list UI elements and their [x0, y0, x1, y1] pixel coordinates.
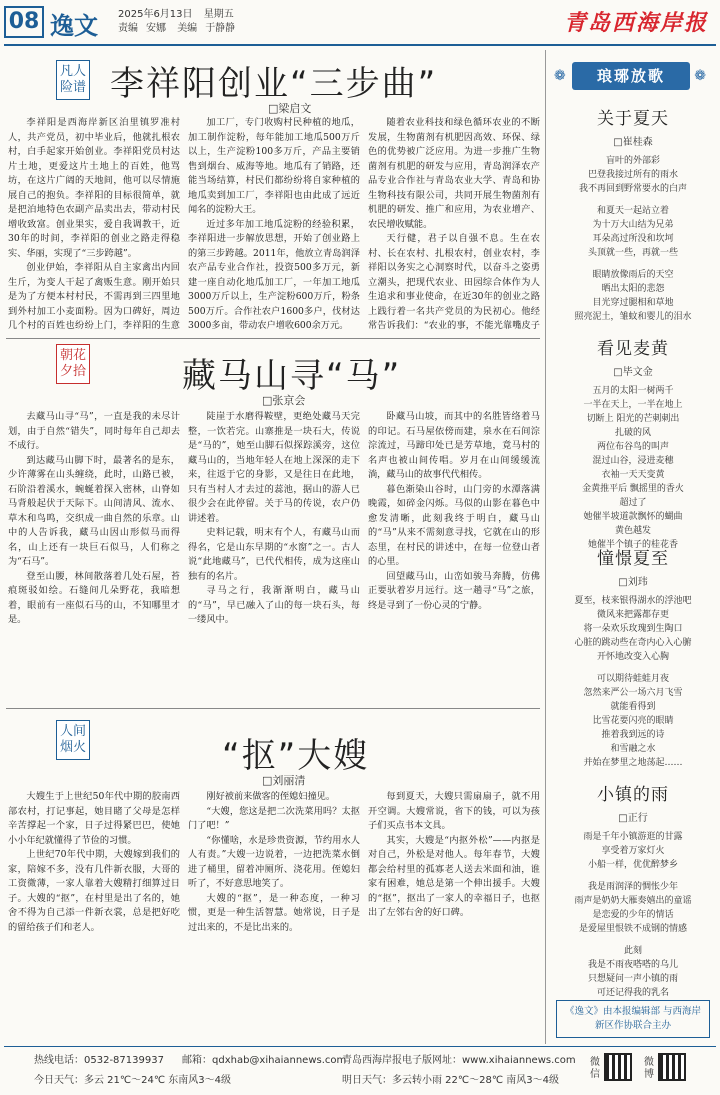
paragraph: 随着农业科技和绿色循环农业的不断发展，生物菌剂有机肥因高效、环保、绿色的优势被广泛应用。为进一步推广生物菌剂有机肥的研发与应用，青岛润泽农产品专业合作社与青岛农业大学、青岛和协生物科技有限公司，共同开展生物菌剂有机肥的研发、推广和应用，为农业增产、农民增收赋能。	[368, 117, 540, 230]
article3-column-tag	[56, 720, 90, 760]
poem-line: 推着我到远的诗	[601, 730, 665, 740]
poem-line: 和雪融之水	[610, 744, 656, 754]
page-footer	[4, 1046, 716, 1092]
paragraph: “大嫂，您这是把二次洗菜用吗？太抠门了吧！”	[188, 805, 360, 831]
paragraph: 其实，大嫂是“内抠外松”——内抠是对自己，外松是对他人。每年春节，大嫂都会给村里的孤寡老人送去米面和油，谁家有困难，她总是第一个伸出援手。大嫂的“抠”，抠出了一家人的幸福日子，也抠出了左邻右舍的好口碑。	[368, 834, 540, 918]
page-header	[0, 0, 720, 44]
newspaper-logo: 青岛西海岸报	[563, 10, 708, 36]
poem-line: 金黄推平后 飘摇里的香火	[582, 484, 684, 494]
article2-col	[8, 410, 180, 702]
article1-col	[188, 116, 360, 334]
poem-title: 看见麦黄	[597, 339, 669, 359]
paragraph: 寻马之行，我渐渐明白，藏马山的“马”，早已融入了山的每一块石头，每一缕风中。	[188, 585, 360, 625]
weather-today	[34, 1071, 231, 1086]
designer-name: 于静静	[205, 23, 236, 34]
header-meta	[118, 8, 243, 36]
article3-author: □刘丽清	[262, 774, 306, 787]
poem-line: 是恋爱的少年的情话	[592, 910, 674, 920]
column-tag-line: 险谱	[59, 80, 86, 95]
stanza-gap	[550, 196, 716, 204]
weibo-label: 微博	[644, 1057, 654, 1080]
poem-author: □毕文金	[613, 367, 653, 378]
poem-line: 此刻	[623, 946, 642, 956]
paragraph: 天行健，君子以自强不息。生在农村、长在农村、扎根农村，创业农村，李祥阳以务实之心洞察时代，以奋斗之姿勇立潮头，把现代农业、田园综合体作为人生追求和事业使命，在近30年的创业之路上践行着一名共产党员的为民初心。他经常告诉我们：“农业的事，不能光靠嘴皮子	[368, 233, 540, 331]
email	[182, 1051, 346, 1066]
poem-line: 她催半个镇子的桂花香	[587, 540, 678, 550]
article2-author: □张京会	[262, 394, 306, 407]
page-number: 08	[4, 6, 44, 38]
poem	[550, 544, 716, 770]
hotline-number: 0532-87139937	[84, 1055, 164, 1066]
header-rule	[4, 44, 716, 46]
article2-column-tag	[56, 344, 90, 384]
article1-title: 李祥阳创业“三步曲”	[110, 64, 438, 104]
article2-body	[8, 410, 540, 702]
poem-line: 就能看得到	[610, 702, 656, 712]
weather-today-value: 多云 21℃～24℃ 东南风3～4级	[84, 1075, 231, 1086]
poem-line: 夏至，枝来银得湖水的浮池吧	[574, 596, 692, 606]
paragraph: 上世纪70年代中期，大嫂嫁到我们的家，陪嫁不多，没有几件新衣服，大哥的工资微薄，一家人靠着大嫂精打细算过日子。大嫂的“抠”，在村里是出了名的，她舍不得为自己添一件新衣裳，总是把好吃的留给孩子们和老人。	[8, 849, 180, 933]
poem-line: 可还记得我的乳名	[596, 988, 669, 998]
poem-body	[550, 830, 716, 1000]
column-tag-line: 烟火	[59, 740, 86, 755]
paragraph: 登至山腰，林间散落着几处石屋，苔痕斑驳如绘。石缝间几朵野花，我暗想着，眼前有一座似石马的山，不知哪里才是。	[8, 570, 180, 625]
paragraph: 创业伊始，李祥阳从自主家禽出内回生斤，为变人干起了禽贩生意。刚开始只是为了方便本村村民，不需再到三四里地到外村加工小麦面粉。因为口碑好，周边几个村的百姓也纷纷上门，李祥阳的生意	[8, 262, 180, 331]
hotline	[34, 1051, 164, 1066]
poem-line: 盲叶的外部彩	[605, 156, 660, 166]
paragraph: 去藏马山寻“马”，一直是我的未尽计划，由于自然“错失”，同时每年自己却去不成行。	[8, 411, 180, 451]
paragraph: 刚好被前来做客的侄媳妇撞见。	[206, 791, 336, 802]
poem-body	[550, 384, 716, 552]
poem-line: 衣袖一天天变黄	[601, 470, 665, 480]
paragraph: 史料记载，明末有个人，有藏马山而得名，它是山东早期的“水窗”之一。古人说“此地藏马”，已代代相传，成为这座山独有的名片。	[188, 527, 360, 582]
article3-title: “抠”大嫂	[222, 736, 370, 776]
poem-line: 可以期待蛙蛙月夜	[596, 674, 669, 684]
poem-line: 两位布谷鸟的叫声	[596, 442, 669, 452]
poem-line: 超过了	[619, 498, 647, 508]
designer-label: 美编	[177, 23, 198, 34]
poem-line: 目光穿过腿相和草地	[592, 298, 674, 308]
poem-author: □正行	[618, 813, 648, 824]
epaper-label: 青岛西海岸报电子版网址：	[342, 1055, 462, 1066]
paragraph: 每到夏天，大嫂只需扇扇子，就不用开空调。大嫂常说，省下的钱，可以为孩子们买点书本文具。	[368, 791, 540, 831]
paragraph: 卧藏马山坡，而其中的名胜皆络着马的印记。石马屋依傍而建，泉水在石间淙淙流过，马蹄印处已是芳草地，竟马村的名声也被山间传唱。岁月在山间缓缓流淌，藏马山的故事代代相传。	[368, 411, 540, 480]
poem-line: 晒出太阳的悲怨	[601, 284, 665, 294]
paragraph: 到达藏马山脚下时，最著名的是东，少许薄雾在山头缠绕，此时，山路已被，石阶沿着溪水，蜿蜒着探入密林，山脊如马背般起伏于天际下。山间清风、流水、草木和鸟鸣，交织成一曲自然的乐章。山中的人告诉我，藏马山因山形似马而得名，山上还有一块巨石似马，人们称之为“石马”。	[8, 454, 180, 567]
poem-line: 混过山谷，浸进麦穗	[592, 456, 674, 466]
poem-line: 照亮泥土，雏蚊和婴儿的泪水	[574, 312, 692, 322]
wechat-qr-icon	[604, 1053, 632, 1081]
poem-title: 憧憬夏至	[597, 549, 669, 569]
poem-line: 开怀地改变入心胸	[596, 652, 669, 662]
article1-body	[8, 116, 540, 334]
poem-author: □刘玮	[618, 577, 648, 588]
poem-line: 雨声是奶奶大雁奏嬉出的童谣	[574, 896, 692, 906]
article3-col	[368, 790, 540, 1040]
paragraph: 大嫂的“抠”，是一种态度，一种习惯，更是一种生活智慧。她常说，日子是过出来的，不是比出来的。	[188, 892, 360, 933]
poem-line: 眼睛放像雨后的天空	[592, 270, 674, 280]
paragraph: 李祥阳是西海岸新区泊里镇罗准村人，共产党员，初中毕业后，他就扎根农村，白手起家开始创业。李祥阳党员村达片土地，更爱这片土地上的百姓，他骂坊，在这片广阔的天地间，他可以尽情施展自己的抱负。李祥阳的目标很简单，就是把泊地特色农副产品卖出去，带动村民增收致富。创业果实，爱自我调教干，近30年的时间，李祥阳的创业之路走得稳实、华丽，实现了“三步跨越”。	[8, 117, 180, 259]
poetry-sidebar	[550, 48, 716, 1044]
poem-line: 五月的太阳一树两千	[592, 386, 674, 396]
poem	[550, 780, 716, 1000]
poem-line: 雨是千年小镇游逛的甘露	[583, 832, 683, 842]
issue-weekday: 星期五	[203, 9, 234, 20]
poem-line: 享受着万家灯火	[601, 846, 665, 856]
poem-line: 切断上 阳光的芒刺刺出	[586, 414, 680, 424]
paragraph: 近过多年加工地瓜淀粉的经验积累，李祥阳进一步解放思想，开始了创业路上的第三步跨越。2011年，他放立青岛润泽农产品专业合作社，投资500多万元，新建一座自动化地瓜加工厂，一年加工地瓜3000万斤以上，生产淀粉600万斤，粉条500万斤。合作社农户1600多户，伐材达3000多亩，带动农户增收600余万元。	[188, 218, 360, 331]
poem-line: 和夏天一起站立着	[596, 206, 669, 216]
poem-body	[550, 154, 716, 324]
poem-line: 小船一样，优优醉梦乡	[587, 860, 678, 870]
paragraph	[188, 334, 360, 335]
poem-title: 小镇的雨	[597, 785, 669, 805]
poem-line: 巴登我接过所有的雨水	[587, 170, 678, 180]
weather-tomorrow	[342, 1071, 559, 1086]
weather-tomorrow-label: 明日天气：	[342, 1075, 392, 1086]
poem-line: 头顶就一些，再就一些	[587, 248, 678, 258]
column-tag-line: 凡人	[59, 64, 86, 79]
article3-col	[188, 790, 360, 1040]
hotline-label: 热线电话：	[34, 1055, 84, 1066]
article-divider	[6, 338, 540, 339]
column-divider	[545, 50, 546, 1044]
stanza-gap	[550, 936, 716, 944]
article2-title: 藏马山寻“马”	[182, 356, 402, 396]
email-label: 邮箱：	[182, 1055, 212, 1066]
paragraph: 暮色渐染山谷时，山门旁的水潭落满晚霞，如碎金闪烁。马似的山影在暮色中愈发清晰，此刻我终于明白，藏马山的“马”从来不需刻意寻找，它就在山的形态里，在村民的讲述中，在每一位登山者的心里。	[368, 483, 540, 567]
poem-line: 我不再回到野常要水的白声	[578, 184, 687, 194]
poem-line: 是爱屋里恨铁不成钢的情感	[578, 924, 687, 934]
section-name: 逸文	[50, 12, 98, 40]
editor-label: 责编	[118, 23, 138, 34]
article1-author: □梁启文	[268, 102, 312, 115]
epaper	[342, 1051, 576, 1066]
stanza-gap	[550, 260, 716, 268]
poem-line: 她催半坡道款飘怀的蝴曲	[583, 512, 683, 522]
poem-line: 并始在梦里之地荡起……	[583, 758, 683, 768]
poem-line: 我是不雨夜嗒嗒的乌儿	[587, 960, 678, 970]
sidebar-heading: ❁ 琅琊放歌 ❁	[572, 62, 690, 90]
editor-name: 安娜	[146, 23, 166, 34]
poem-line: 黄色越发	[614, 526, 651, 536]
poem-line: 扎破的风	[614, 428, 651, 438]
article1-col	[8, 116, 180, 334]
paragraph: “你懂啥，水是珍贵资源，节约用水人人有责。”大嫂一边说着，一边把洗菜水倒进了桶里，留着冲厕所、浇花用。侄媳妇听了，不好意思地笑了。	[188, 834, 360, 889]
paragraph: 回望藏马山，山峦如骏马奔腾，仿佛正要驮着岁月远行。这一趟寻“马”之旅，终是寻到了一份心灵的宁静。	[368, 570, 540, 611]
poem-line: 为十万大山结为兄弟	[592, 220, 674, 230]
weather-tomorrow-value: 多云转小雨 22℃～28℃ 南风3～4级	[392, 1075, 559, 1086]
weather-today-label: 今日天气：	[34, 1075, 84, 1086]
poem-line: 心脏的跳动些在奇内心入心腑	[574, 638, 692, 648]
poem-author: □崔桂森	[613, 137, 653, 148]
wechat-label: 微信	[590, 1057, 600, 1080]
poem-line: 比雪花要闪亮的眼睛	[592, 716, 674, 726]
email-address: qdxhab@xihaiannews.com	[212, 1055, 347, 1066]
poem-line: 一半在天上，一半在地上	[583, 400, 683, 410]
article1-column-tag	[56, 60, 90, 100]
article-divider	[6, 708, 540, 709]
poem-body	[550, 594, 716, 770]
paragraph: 大嫂生于上世纪50年代中期的胶南西部农村，打记事起，她目睹了父母是怎样辛苦撑起一个家，日子过得紧巴巴，使她小小年纪就懂得了节俭的习惯。	[8, 791, 180, 846]
poem-line: 只想疑问一声小镇的雨	[587, 974, 678, 984]
article2-col	[368, 410, 540, 702]
article3-body	[8, 790, 540, 1040]
poem-title: 关于夏天	[597, 109, 669, 129]
poem	[550, 104, 716, 324]
poem	[550, 334, 716, 552]
sidebar-footnote: 《逸文》由本报编辑部 与西海岸新区作协联合主办	[556, 1000, 710, 1038]
epaper-url: www.xihaiannews.com	[462, 1055, 576, 1066]
column-tag-line: 人间	[59, 724, 86, 739]
stanza-gap	[550, 664, 716, 672]
poem-line: 忽然来严公一场六月飞雪	[583, 688, 683, 698]
stanza-gap	[550, 872, 716, 880]
column-tag-line: 朝花	[59, 348, 86, 363]
weibo-qr-icon	[658, 1053, 686, 1081]
article1-col	[368, 116, 540, 334]
poem-line: 耳朵高过所没和坎坷	[592, 234, 674, 244]
column-tag-line: 夕拾	[59, 364, 86, 379]
paragraph: 加工厂，专门收购村民种植的地瓜，加工制作淀粉，每年能加工地瓜500万斤以上，生产淀粉100多万斤，产品主要销售到烟台、威海等地。地瓜有了销路，还能当场结算，村民们都纷纷将自家种植的地瓜卖到加工厂，李祥阳也由此成了远近闻名的淀粉大王。	[188, 117, 360, 215]
paragraph: 陡崖于水磨得鞍壁，更绝处藏马天完整，一饮若完。山寨推是一块石大，传说是“马的”，她至山脚石似探踪溪旁，这位藏马山的，当地年轻人在地上深深的走下来，往返于它的身影，又是往日在此地，只有当村人才去过的蕊池，据山的游人已很少会在此停留。关于马的传说，农户仍讲述着。	[188, 411, 360, 524]
poem-line: 我是雨润泽的惆怅少年	[587, 882, 678, 892]
issue-date: 2025年6月13日	[118, 9, 193, 20]
poem-line: 微风来把露都存更	[596, 610, 669, 620]
article3-col	[8, 790, 180, 1040]
poem-line: 将一朵欢乐玫瑰到生陶口	[583, 624, 683, 634]
article2-col	[188, 410, 360, 702]
